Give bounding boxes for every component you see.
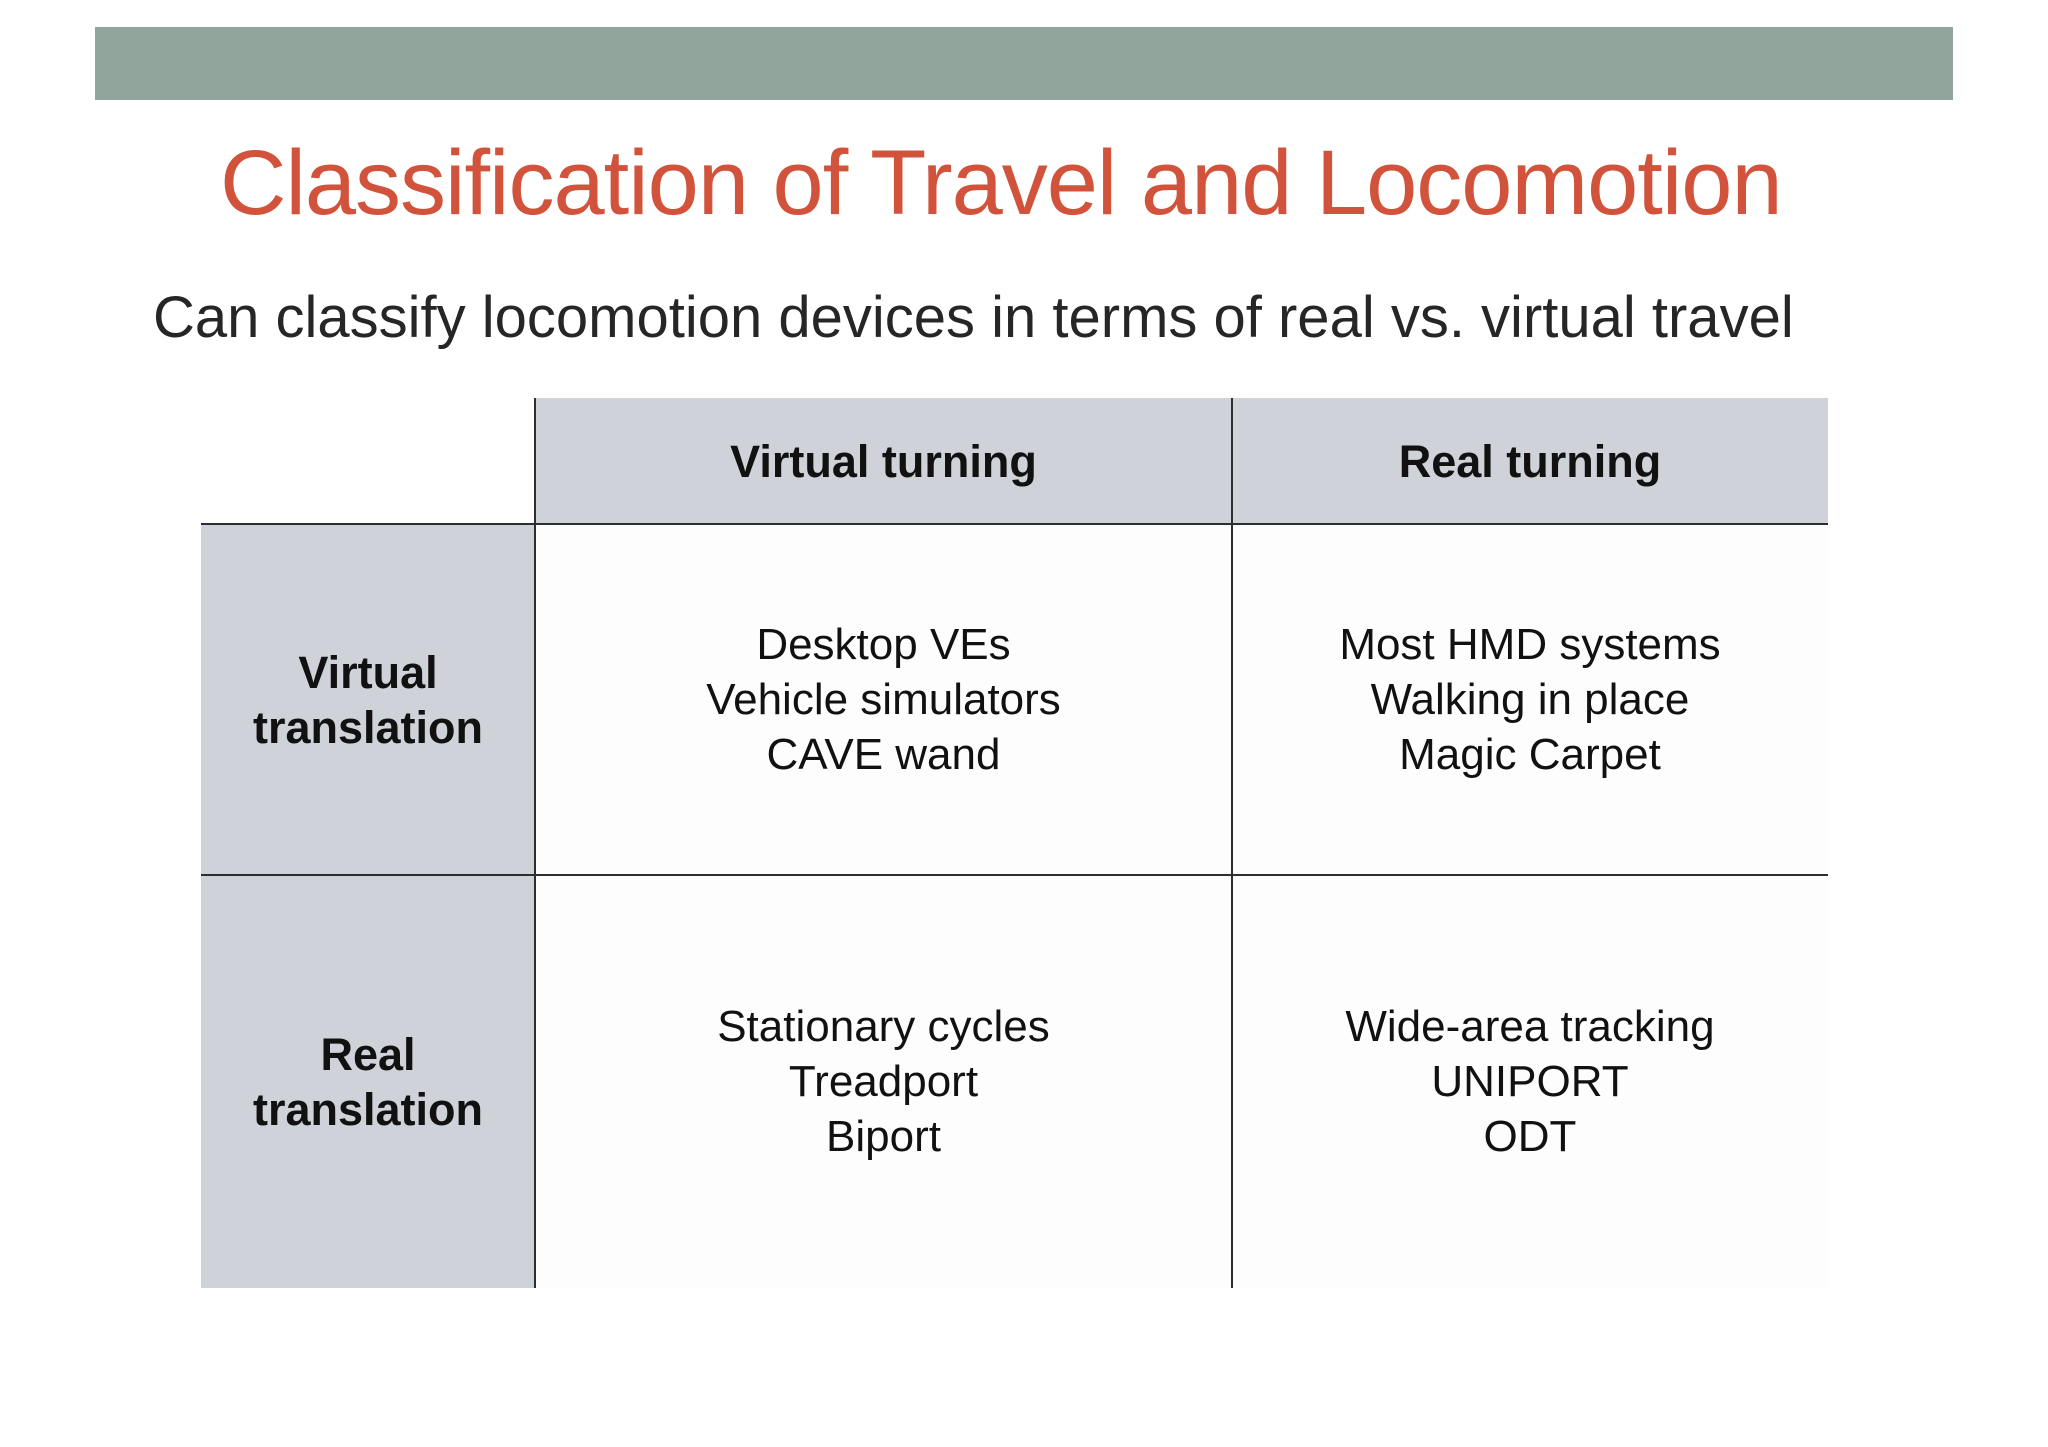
cell-text: Stationary cycles Treadport Biport <box>717 1002 1050 1161</box>
table-divider-vertical-left <box>534 398 536 1288</box>
table-cell-virtual-translation-real-turning <box>1232 524 1828 875</box>
locomotion-classification-table <box>201 398 1828 1288</box>
cell-text: Most HMD systems Walking in place Magic Carpet <box>1339 620 1721 779</box>
table-divider-horizontal-middle <box>201 874 1828 876</box>
row-header-real-translation <box>201 875 535 1288</box>
row-header-label: Virtual translation <box>252 646 484 753</box>
table-cell-real-translation-virtual-turning <box>535 875 1232 1288</box>
column-header-real-turning <box>1232 398 1828 524</box>
row-header-label: Real translation <box>252 1028 484 1135</box>
slide-subtitle: Can classify locomotion devices in terms of real vs. virtual travel <box>153 285 1794 350</box>
column-header-label: Real turning <box>1398 435 1662 487</box>
top-banner-bar <box>95 27 1953 100</box>
table-cell-real-translation-real-turning <box>1232 875 1828 1288</box>
column-header-label: Virtual turning <box>730 435 1037 487</box>
column-header-virtual-turning <box>535 398 1232 524</box>
cell-text: Wide-area tracking UNIPORT ODT <box>1345 1002 1715 1161</box>
table-cell-virtual-translation-virtual-turning <box>535 524 1232 875</box>
slide-title: Classification of Travel and Locomotion <box>220 132 1782 234</box>
row-header-virtual-translation <box>201 524 535 875</box>
table-divider-vertical-middle <box>1231 398 1233 1288</box>
cell-text: Desktop VEs Vehicle simulators CAVE wand <box>706 620 1061 779</box>
table-divider-horizontal-top <box>201 523 1828 525</box>
